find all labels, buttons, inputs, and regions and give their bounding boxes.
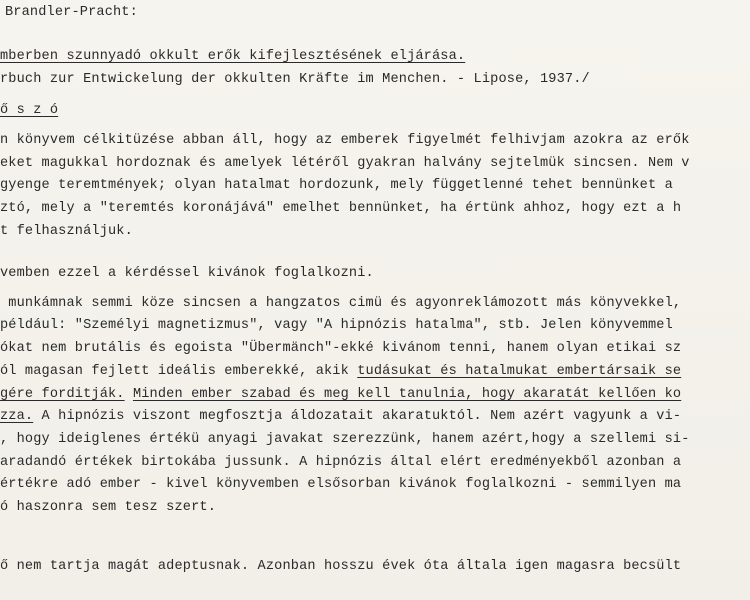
paragraph-3-line xyxy=(0,364,681,380)
paragraph-3-line xyxy=(0,296,681,312)
paragraph-4: ő nem tartja magát adeptusnak. Azonban hosszu évek óta általa igen magasra becsült xyxy=(0,559,682,574)
text-segment: például: "Személyi magnetizmus", vagy "A hipnózis hatalma", stb. Jelen könyvemmel xyxy=(0,318,673,333)
text-segment: ól magasan fejlett ideális emberekké, akik xyxy=(0,364,358,379)
text-segment: ókat nem brutális és egoista "Übermänch"-ekké kivánom tenni, hanem olyan etikai sz xyxy=(0,341,682,356)
text-segment: aradandó értékek birtokába jussunk. A hipnózis által elért eredményekből azonban a xyxy=(0,455,682,470)
paragraph-3-line xyxy=(0,409,681,425)
text-segment: , hogy ideiglenes értékü anyagi javakat szerezzünk, hanem azért,hogy a szellemi si- xyxy=(0,432,690,447)
underlined-text: tudásukat és hatalmukat embertársaik se xyxy=(357,364,682,379)
paragraph-1-line: gyenge teremtmények; olyan hatalmat hordozunk, mely függetlenné tehet bennünket a xyxy=(0,178,673,193)
paragraph-1-line: eket magukkal hordoznak és amelyek létéről gyakran halvány sejtelmük sincsen. Nem v xyxy=(0,156,690,171)
document-subtitle: rbuch zur Entwickelung der okkulten Kräfte im Menchen. - Lipose, 1937./ xyxy=(0,72,590,87)
paragraph-1-line: ztó, mely a "teremtés koronájává" emelhet bennünket, ha értünk ahhoz, hogy ezt a h xyxy=(0,201,682,216)
underlined-text: gére forditják. xyxy=(0,387,125,402)
underlined-text: zza. xyxy=(0,409,34,424)
paragraph-2: vemben ezzel a kérdéssel kivánok foglalkozni. xyxy=(0,266,374,281)
paragraph-3-line xyxy=(0,500,216,516)
document-title: mberben szunnyadó okkult erők kifejlesztésének eljárása. xyxy=(0,49,466,64)
paragraph-3-line xyxy=(0,341,681,357)
paragraph-3-line xyxy=(0,432,690,448)
paragraph-1-line: n könyvem célkitüzése abban áll, hogy az emberek figyelmét felhivjam azokra az erők xyxy=(0,133,690,148)
paragraph-3-line xyxy=(0,477,681,493)
underlined-text: Minden ember szabad és meg kell tanulnia, hogy akaratát kellően ko xyxy=(132,387,682,402)
text-segment: A hipnózis viszont megfosztja áldozatait akaratuktól. Nem azért vagyunk a vi- xyxy=(33,409,682,424)
text-segment: értékre adó ember - kivel könyvemben elsősorban kivánok foglalkozni - semmilyen ma xyxy=(0,477,682,492)
text-segment xyxy=(125,387,133,402)
paragraph-3-line xyxy=(0,318,673,334)
paragraph-3-line xyxy=(0,387,681,403)
paragraph-3-line xyxy=(0,455,681,471)
text-segment: munkámnak semmi köze sincsen a hangzatos cimü és agyonreklámozott más könyvekkel, xyxy=(0,296,682,311)
paragraph-1-line: t felhasználjuk. xyxy=(0,224,133,239)
section-heading: ő s z ó xyxy=(0,103,59,118)
author-line: Brandler-Pracht: xyxy=(5,5,138,20)
text-segment: ó haszonra sem tesz szert. xyxy=(0,500,216,515)
